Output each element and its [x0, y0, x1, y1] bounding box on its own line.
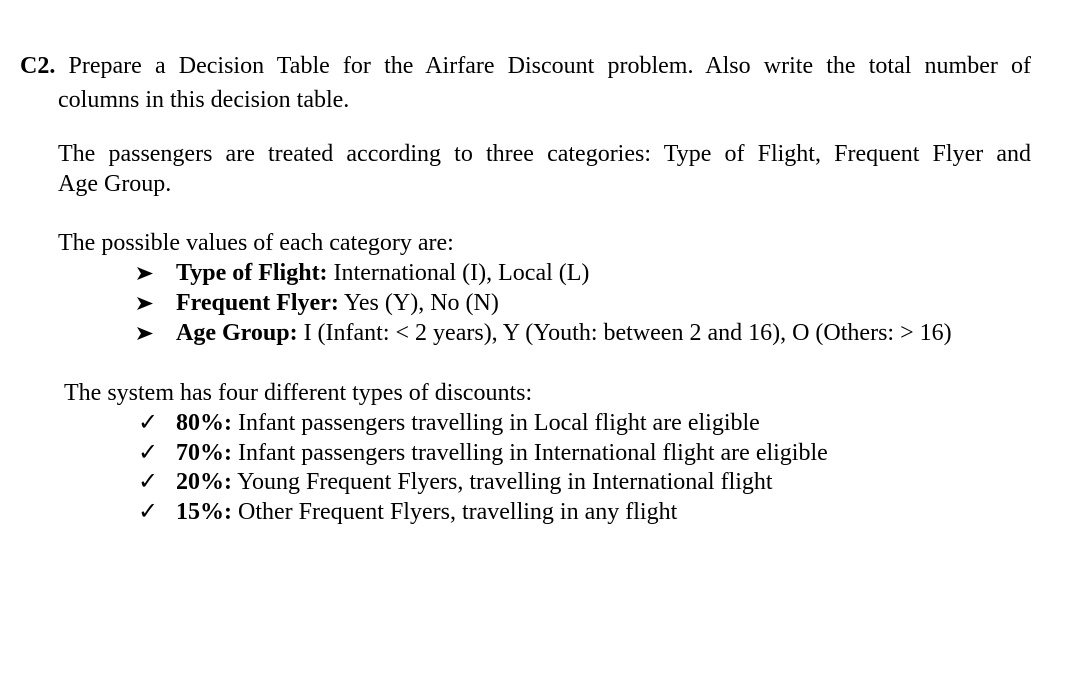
- discount-item-70: [0, 438, 1080, 468]
- discount-description: Other Frequent Flyers, travelling in any flight: [232, 499, 678, 525]
- category-values: Yes (Y), No (N): [338, 290, 499, 316]
- category-label: Frequent Flyer:: [176, 290, 339, 316]
- category-values: I (Infant: < 2 years), Y (Youth: between 2 and 16), O (Others: > 16): [297, 320, 952, 346]
- category-item-age-group: [0, 318, 1080, 348]
- discount-description: Infant passengers travelling in International flight are eligible: [232, 440, 828, 466]
- checkmark-icon: ✓: [137, 469, 159, 495]
- category-label: Type of Flight:: [176, 260, 328, 286]
- question-text-1: Prepare a Decision Table for the Airfare Discount problem. Also write the total number of: [68, 53, 1032, 79]
- discount-percent: 80%:: [176, 410, 232, 436]
- intro-line-2: Age Group.: [58, 171, 172, 197]
- question-line-1: [20, 51, 1031, 81]
- discount-item-15: [0, 497, 1080, 527]
- category-item-type-of-flight: [0, 258, 1080, 288]
- discount-description: Infant passengers travelling in Local flight are eligible: [232, 410, 760, 436]
- question-number: C2.: [20, 53, 56, 79]
- category-label: Age Group:: [176, 320, 298, 346]
- categories-heading: The possible values of each category are:: [58, 230, 454, 256]
- arrowhead-bullet-icon: [137, 258, 159, 280]
- question-line-2: columns in this decision table.: [58, 87, 350, 113]
- discount-percent: 20%:: [176, 469, 232, 495]
- category-item-frequent-flyer: [0, 288, 1080, 318]
- checkmark-icon: ✓: [137, 440, 159, 466]
- discount-percent: 70%:: [176, 440, 232, 466]
- discount-item-80: [0, 408, 1080, 438]
- category-values: International (I), Local (L): [327, 260, 590, 286]
- discounts-heading: The system has four different types of discounts:: [64, 380, 533, 406]
- discount-description: Young Frequent Flyers, travelling in International flight: [232, 469, 773, 495]
- checkmark-icon: ✓: [137, 499, 159, 525]
- arrowhead-bullet-icon: [137, 318, 159, 340]
- intro-line-1: The passengers are treated according to three categories: Type of Flight, Frequent Flyer and: [58, 141, 1031, 167]
- discount-item-20: [0, 467, 1080, 497]
- arrowhead-bullet-icon: [137, 288, 159, 310]
- checkmark-icon: ✓: [137, 410, 159, 436]
- discount-percent: 15%:: [176, 499, 232, 525]
